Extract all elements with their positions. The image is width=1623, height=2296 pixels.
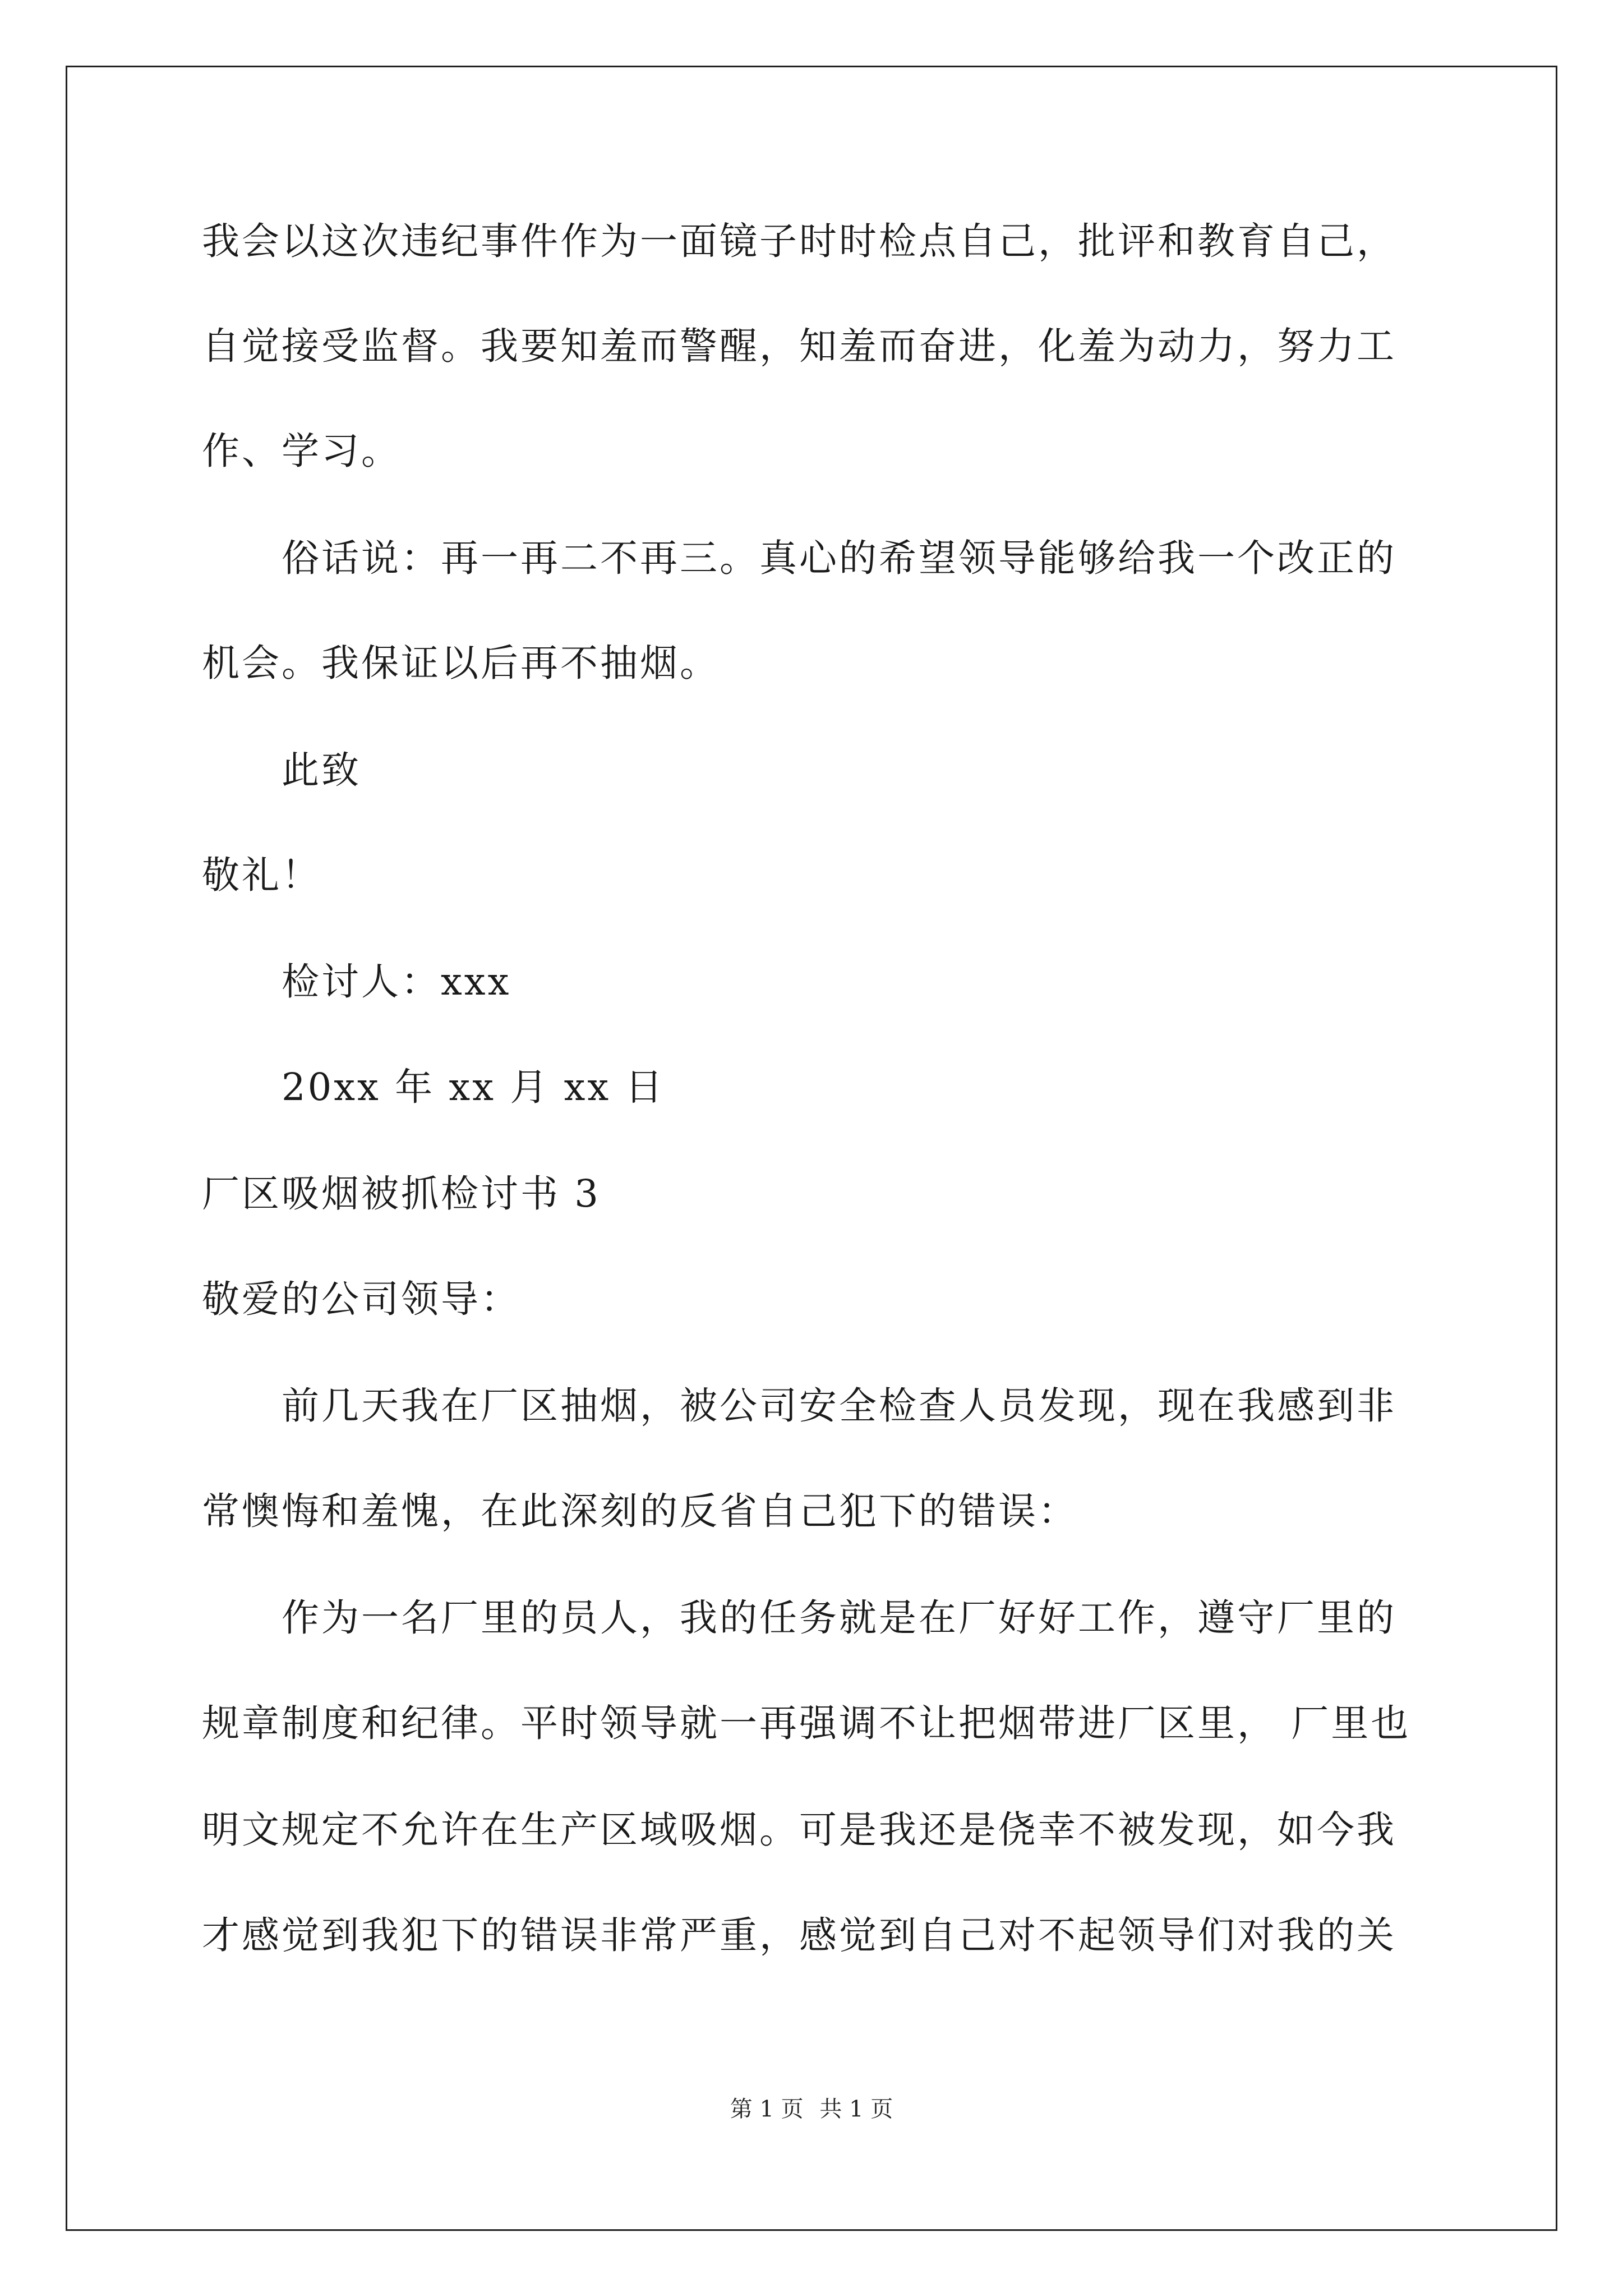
page-border xyxy=(66,66,1557,2231)
page-number: 第 1 页 xyxy=(730,2096,804,2122)
body-line: 我会以这次违纪事件作为一面镜子时时检点自己，批评和教育自己， xyxy=(202,219,1396,263)
page-total: 共 1 页 xyxy=(819,2096,893,2122)
closing-respect: 敬礼！ xyxy=(202,853,321,897)
body-line: 机会。我保证以后再不抽烟。 xyxy=(202,641,720,685)
body-line: 规章制度和纪律。平时领导就一再强调不让把烟带进厂区里， 厂里也 xyxy=(202,1701,1411,1745)
section-title: 厂区吸烟被抓检讨书 3 xyxy=(202,1172,601,1216)
body-line: 自觉接受监督。我要知羞而警醒，知羞而奋进，化羞为动力，努力工 xyxy=(202,324,1396,368)
body-line: 前几天我在厂区抽烟，被公司安全检查人员发现，现在我感到非 xyxy=(282,1384,1396,1428)
body-line: 明文规定不允许在生产区域吸烟。可是我还是侥幸不被发现，如今我 xyxy=(202,1808,1396,1852)
body-line: 作、学习。 xyxy=(202,429,401,473)
body-line: 作为一名厂里的员人，我的任务就是在厂好好工作，遵守厂里的 xyxy=(282,1596,1396,1640)
closing-salutation: 此致 xyxy=(282,748,361,792)
page-footer xyxy=(0,2095,1623,2123)
body-line: 常懊悔和羞愧，在此深刻的反省自己犯下的错误： xyxy=(202,1489,1078,1533)
author-line: 检讨人：xxx xyxy=(282,960,511,1004)
body-line: 俗话说：再一再二不再三。真心的希望领导能够给我一个改正的 xyxy=(282,536,1396,580)
body-line: 才感觉到我犯下的错误非常严重，感觉到自己对不起领导们对我的关 xyxy=(202,1913,1396,1957)
salutation: 敬爱的公司领导： xyxy=(202,1277,520,1321)
date-line: 20xx 年 xx 月 xx 日 xyxy=(282,1065,665,1109)
